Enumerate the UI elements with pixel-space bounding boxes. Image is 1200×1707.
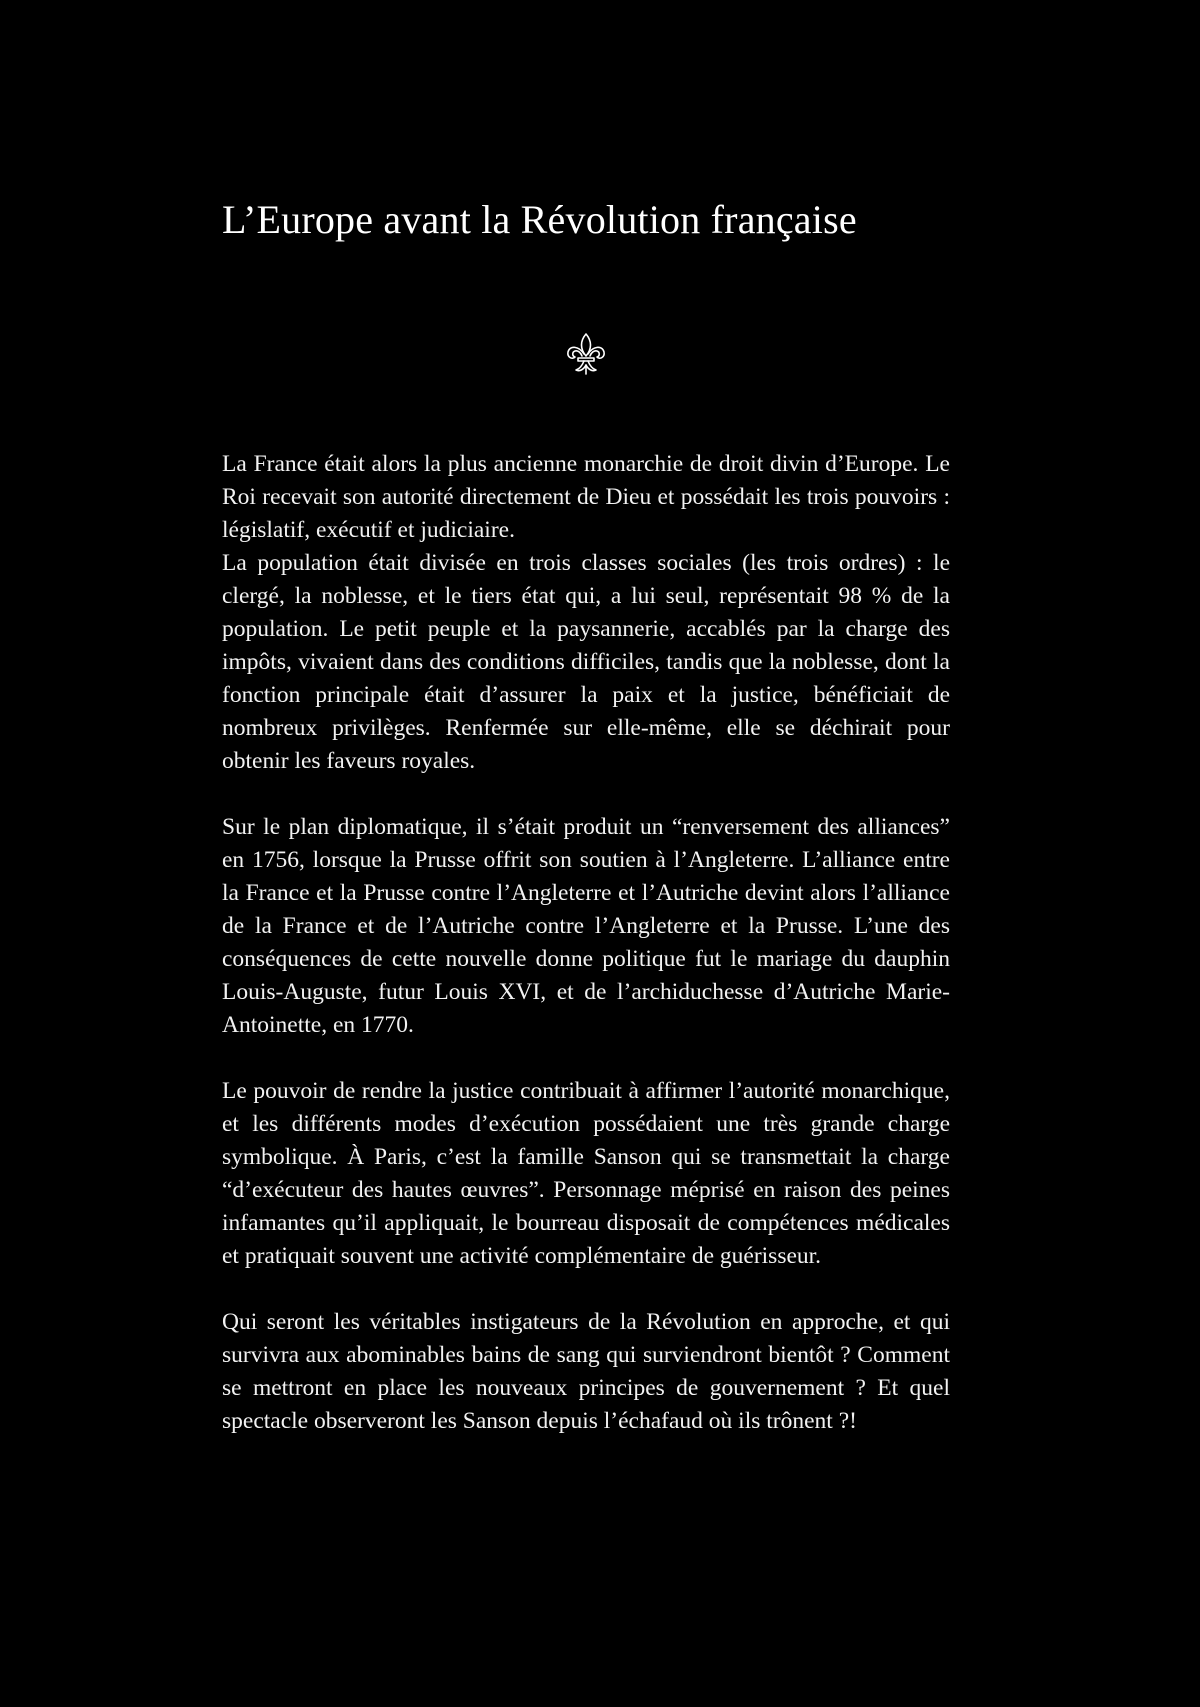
fleur-de-lis-icon [565, 332, 607, 376]
body-text [222, 448, 950, 1438]
document-page [222, 190, 950, 1471]
paragraph-4: Le pouvoir de rendre la justice contribuait à affirmer l’autorité monarchique, et les différents modes d’exécution possédaient une très grande charge symbolique. À Paris, c’est la famille Sanson qui se transmettait la charge “d’exécuteur des hautes œuvres”. Personnage méprisé en raison des peines infamantes qu’il appliquait, le bourreau disposait de compétences médicales et pratiquait souvent une activité complémentaire de guérisseur. [222, 1078, 950, 1269]
paragraph-1: La France était alors la plus ancienne monarchie de droit divin d’Europe. Le Roi recevait son autorité directement de Dieu et possédait les trois pouvoirs : législatif, exécutif et judiciaire. [222, 451, 950, 543]
paragraph-3: Sur le plan diplomatique, il s’était produit un “renversement des alliances” en 1756, lorsque la Prusse offrit son soutien à l’Angleterre. L’alliance entre la France et la Prusse contre l’Angleterre et l’Autriche devint alors l’alliance de la France et de l’Autriche contre l’Angleterre et la Prusse. L’une des conséquences de cette nouvelle donne politique fut le mariage du dauphin Louis-Auguste, futur Louis XVI, et de l’archiduchesse d’Autriche Marie-Antoinette, en 1770. [222, 814, 950, 1038]
paragraph-5: Qui seront les véritables instigateurs de la Révolution en approche, et qui survivra aux abominables bains de sang qui surviendront bientôt ? Comment se mettront en place les nouveaux principes de gouvernement ? Et quel spectacle observeront les Sanson depuis l’échafaud où ils trônent ?! [222, 1309, 950, 1434]
page-title: L’Europe avant la Révolution française [222, 197, 857, 242]
ornament-divider [222, 332, 950, 382]
paragraph-2: La population était divisée en trois classes sociales (les trois ordres) : le clergé, la noblesse, et le tiers état qui, a lui seul, représentait 98 % de la population. Le petit peuple et la paysannerie, accablés par la charge des impôts, vivaient dans des conditions difficiles, tandis que la noblesse, dont la fonction principale était d’assurer la paix et la justice, bénéficiait de nombreux privilèges. Renfermée sur elle-même, elle se déchirait pour obtenir les faveurs royales. [222, 550, 950, 774]
